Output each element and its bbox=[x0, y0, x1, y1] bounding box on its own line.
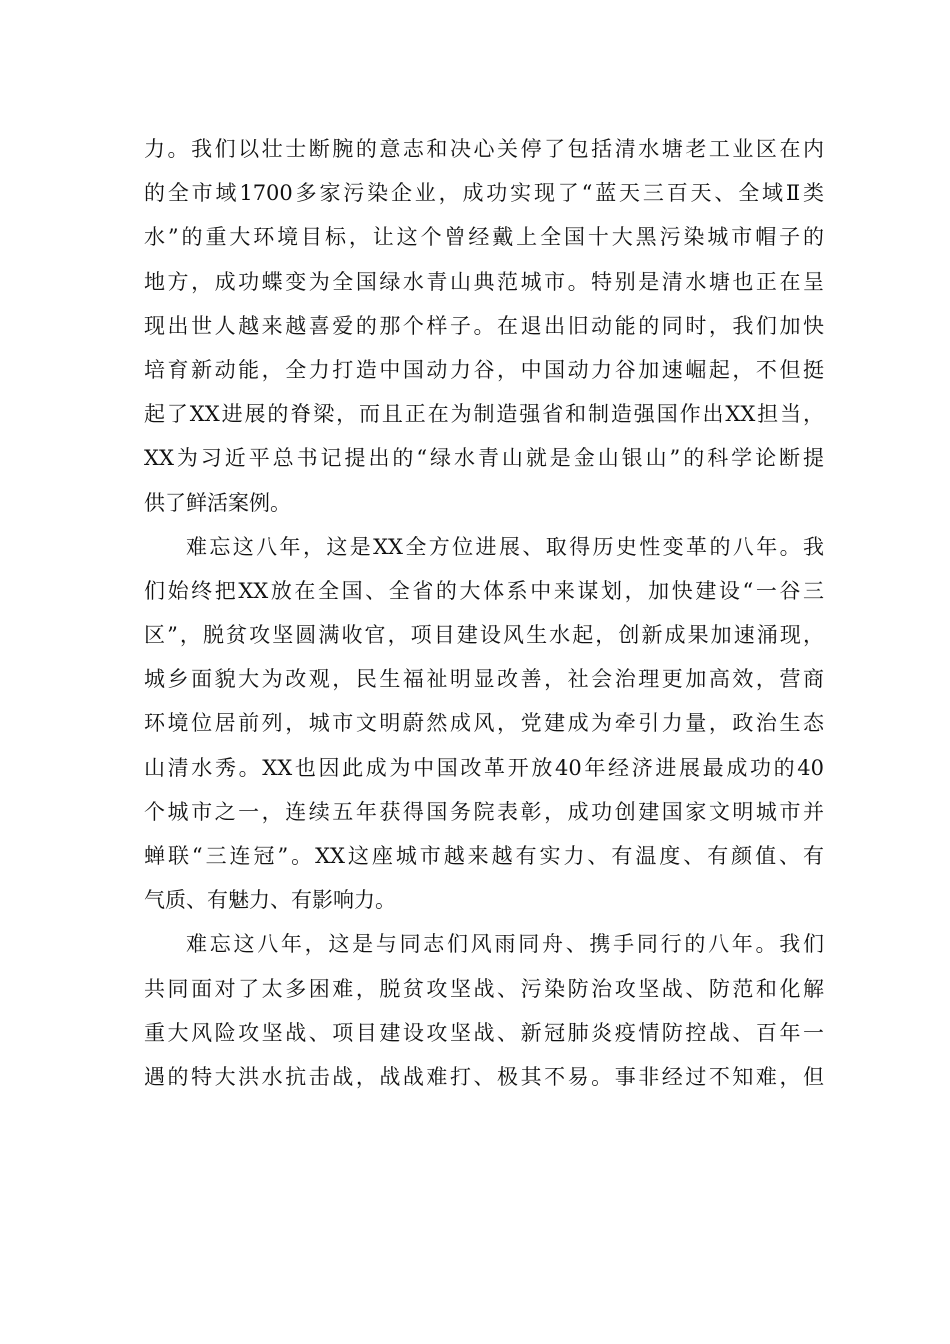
text-line: XX为习近平总书记提出的“绿水青山就是金山银山”的科学论断提 bbox=[144, 446, 824, 471]
text-line: 供了鲜活案例。 bbox=[144, 490, 291, 515]
text-line: 水”的重大环境目标，让这个曾经戴上全国十大黑污染城市帽子的 bbox=[144, 225, 824, 250]
text-line: 环境位居前列，城市文明蔚然成风，党建成为牵引力量，政治生态 bbox=[144, 711, 824, 736]
text-line: 遇的特大洪水抗击战，战战难打、极其不易。事非经过不知难，但 bbox=[144, 1064, 824, 1089]
text-line: 的全市域1700多家污染企业，成功实现了“蓝天三百天、全域Ⅱ类 bbox=[144, 181, 824, 206]
text-line: 重大风险攻坚战、项目建设攻坚战、新冠肺炎疫情防控战、百年一 bbox=[144, 1020, 824, 1045]
paragraph-first-line: 难忘这八年，这是XX全方位进展、取得历史性变革的八年。我 bbox=[186, 534, 824, 559]
text-line: 们始终把XX放在全国、全省的大体系中来谋划，加快建设“一谷三 bbox=[144, 578, 824, 603]
text-line: 山清水秀。XX也因此成为中国改革开放40年经济进展最成功的40 bbox=[144, 755, 824, 780]
text-line: 现出世人越来越喜爱的那个样子。在退出旧动能的同时，我们加快 bbox=[144, 313, 824, 338]
text-line: 个城市之一，连续五年获得国务院表彰，成功创建国家文明城市并 bbox=[144, 799, 824, 824]
text-line: 区”，脱贫攻坚圆满收官，项目建设风生水起，创新成果加速涌现， bbox=[144, 623, 824, 648]
text-line: 地方，成功蝶变为全国绿水青山典范城市。特别是清水塘也正在呈 bbox=[144, 269, 824, 294]
paragraph-first-line: 难忘这八年，这是与同志们风雨同舟、携手同行的八年。我们 bbox=[186, 932, 824, 957]
text-line: 共同面对了太多困难，脱贫攻坚战、污染防治攻坚战、防范和化解 bbox=[144, 976, 824, 1001]
text-line: 气质、有魅力、有影响力。 bbox=[144, 888, 396, 913]
text-line: 力。我们以壮士断腕的意志和决心关停了包括清水塘老工业区在内 bbox=[144, 137, 824, 161]
text-line: 蝉联“三连冠”。XX这座城市越来越有实力、有温度、有颜值、有 bbox=[144, 844, 824, 868]
text-line: 城乡面貌大为改观，民生福祉明显改善，社会治理更加高效，营商 bbox=[144, 667, 824, 692]
body-text bbox=[144, 127, 824, 1099]
text-line: 培育新动能，全力打造中国动力谷，中国动力谷加速崛起，不但挺 bbox=[144, 357, 824, 382]
text-line: 起了XX进展的脊梁，而且正在为制造强省和制造强国作出XX担当， bbox=[144, 402, 824, 427]
